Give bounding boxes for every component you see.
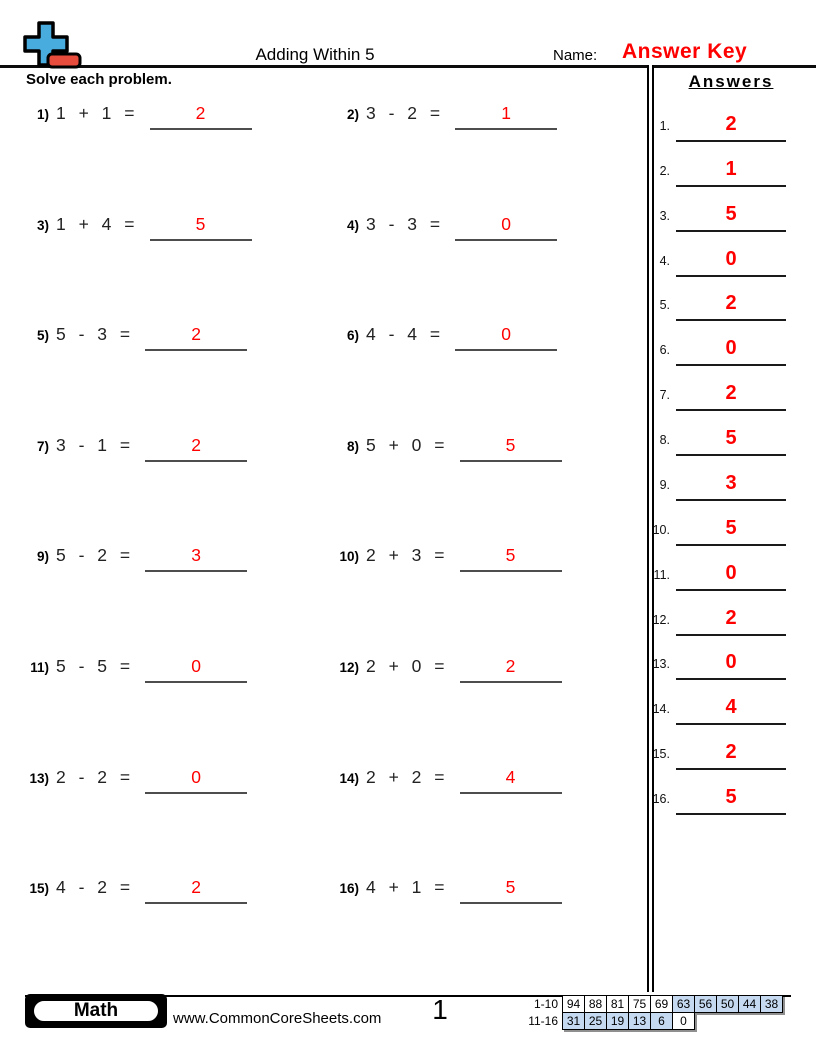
problem <box>336 324 557 351</box>
page-number: 1 <box>432 994 448 1025</box>
answer-item-number: 14. <box>652 702 670 717</box>
problem-number: 2) <box>346 107 359 122</box>
problem <box>26 767 247 794</box>
score-cell: 6 <box>650 1012 673 1030</box>
page-title: Adding Within 5 <box>255 45 375 64</box>
score-row-label: 11-16 <box>528 1014 558 1028</box>
problem-answer-blank: 5 <box>460 435 562 462</box>
problem-answer-blank: 4 <box>460 767 562 794</box>
problem <box>26 656 247 683</box>
problem-expression: 3 - 1 = <box>56 434 132 455</box>
problem <box>26 324 247 351</box>
score-table-row <box>520 995 783 1013</box>
problem <box>336 214 557 241</box>
problem-answer-blank: 0 <box>145 656 247 683</box>
problem <box>26 214 252 241</box>
answer-item-number: 11. <box>653 567 670 582</box>
score-cell: 50 <box>716 995 739 1013</box>
problem-number: 3) <box>36 217 49 233</box>
problem <box>26 103 252 130</box>
answer-item-number: 2. <box>659 163 670 178</box>
problem-answer-blank: 0 <box>455 324 557 351</box>
problem-answer-blank: 2 <box>145 877 247 904</box>
answer-item-number: 12. <box>652 612 670 627</box>
score-cell: 44 <box>738 995 761 1013</box>
answer-item-value: 3 <box>676 472 786 501</box>
problem-expression: 3 - 3 = <box>366 213 442 234</box>
answer-item-value: 2 <box>676 113 786 142</box>
score-cell: 88 <box>584 995 607 1013</box>
answer-list-item <box>650 607 786 636</box>
answer-list-item <box>650 427 786 456</box>
score-cell: 38 <box>760 995 783 1013</box>
problem-answer-blank: 0 <box>455 214 557 241</box>
problem <box>336 103 557 130</box>
problem <box>336 545 562 572</box>
answer-item-number: 9. <box>659 477 670 492</box>
score-cell: 25 <box>584 1012 607 1030</box>
score-table <box>520 995 783 1030</box>
problem-number: 15) <box>29 881 49 897</box>
instructions: Solve each problem. <box>26 71 172 88</box>
header-divider <box>0 65 816 68</box>
problem-number: 1) <box>36 107 49 122</box>
commoncoresheets-logo <box>20 18 116 72</box>
answer-item-number: 6. <box>659 343 670 358</box>
problem-number: 8) <box>346 438 359 454</box>
answer-item-value: 0 <box>676 337 786 366</box>
score-cells <box>562 1012 695 1030</box>
answer-list-item <box>650 472 786 501</box>
problem-expression: 5 - 5 = <box>56 656 132 676</box>
problem-expression: 5 - 3 = <box>56 324 132 345</box>
score-cells <box>562 995 783 1013</box>
problem-number: 14) <box>339 770 359 786</box>
score-cell: 75 <box>628 995 651 1013</box>
answer-item-number: 4. <box>659 253 670 268</box>
score-cell: 31 <box>562 1012 585 1030</box>
problem-expression: 5 - 2 = <box>56 545 132 566</box>
answer-item-value: 5 <box>676 427 786 456</box>
answer-list-item <box>650 517 786 546</box>
problem-expression: 2 - 2 = <box>56 766 132 787</box>
answer-item-number: 1. <box>659 119 670 133</box>
answer-list-item <box>650 203 786 232</box>
answer-item-number: 10. <box>652 522 670 537</box>
problem-number: 4) <box>346 217 359 233</box>
problem-expression: 4 - 2 = <box>56 877 132 898</box>
problem-number: 9) <box>36 549 49 565</box>
problem <box>336 656 562 683</box>
problem-number: 13) <box>29 770 49 786</box>
answer-list-item <box>650 292 786 321</box>
problem-number: 10) <box>339 549 359 565</box>
answer-item-value: 0 <box>676 651 786 680</box>
problem-answer-blank: 2 <box>460 656 562 683</box>
answer-key-label: Answer Key <box>622 40 748 63</box>
answer-item-value: 2 <box>676 292 786 321</box>
answer-list-item <box>650 651 786 680</box>
score-cell: 19 <box>606 1012 629 1030</box>
problem-expression: 2 + 3 = <box>366 545 446 566</box>
answer-list-item <box>650 786 786 815</box>
problem-number: 12) <box>339 660 359 675</box>
answer-item-value: 0 <box>676 248 786 277</box>
answer-item-number: 5. <box>659 298 670 313</box>
answer-item-value: 4 <box>676 696 786 725</box>
score-cell: 13 <box>628 1012 651 1030</box>
problem-answer-blank: 5 <box>150 214 252 241</box>
score-row-label: 1-10 <box>533 997 558 1011</box>
answer-list-item <box>650 158 786 187</box>
answer-item-value: 1 <box>676 158 786 187</box>
answer-item-value: 5 <box>676 203 786 232</box>
problem-answer-blank: 2 <box>145 324 247 351</box>
answer-item-value: 2 <box>676 607 786 636</box>
answer-item-value: 0 <box>676 562 786 591</box>
problem-answer-blank: 3 <box>145 545 247 572</box>
answer-list-item <box>650 382 786 411</box>
problem-expression: 1 + 1 = <box>56 103 136 123</box>
score-cell: 56 <box>694 995 717 1013</box>
problem <box>26 545 247 572</box>
problem-answer-blank: 5 <box>460 545 562 572</box>
problem <box>26 435 247 462</box>
answer-item-number: 15. <box>652 747 670 762</box>
problem-answer-blank: 0 <box>145 767 247 794</box>
problem-number: 16) <box>339 881 359 897</box>
answers-heading: Answers <box>688 72 774 91</box>
score-cell: 0 <box>672 1012 695 1030</box>
answer-item-number: 3. <box>659 208 670 223</box>
problem-answer-blank: 1 <box>455 103 557 130</box>
score-cell: 94 <box>562 995 585 1013</box>
score-cell: 69 <box>650 995 673 1013</box>
problem-expression: 1 + 4 = <box>56 213 136 234</box>
problem-answer-blank: 2 <box>150 103 252 130</box>
problem-expression: 2 + 2 = <box>366 766 446 787</box>
problem-expression: 5 + 0 = <box>366 434 446 455</box>
problem-answer-blank: 5 <box>460 877 562 904</box>
subject-badge: Math <box>31 998 161 1024</box>
answer-item-value: 5 <box>676 786 786 815</box>
answer-item-number: 16. <box>652 792 670 807</box>
answer-list-item <box>650 562 786 591</box>
problem-expression: 3 - 2 = <box>366 103 442 123</box>
answer-item-value: 2 <box>676 382 786 411</box>
score-table-row <box>520 1012 783 1030</box>
problem <box>336 877 562 904</box>
score-cell: 81 <box>606 995 629 1013</box>
answer-list-item <box>650 248 786 277</box>
answer-item-value: 2 <box>676 741 786 770</box>
website-link: www.CommonCoreSheets.com <box>173 1010 382 1027</box>
answer-list-item <box>650 113 786 142</box>
answer-list-item <box>650 741 786 770</box>
problem <box>336 435 562 462</box>
answer-item-number: 7. <box>659 388 670 403</box>
score-cell: 63 <box>672 995 695 1013</box>
answer-list-item <box>650 337 786 366</box>
name-label: Name: <box>553 47 598 64</box>
problem-number: 7) <box>36 438 49 454</box>
problem-number: 6) <box>346 328 359 344</box>
problem <box>336 767 562 794</box>
answer-item-value: 5 <box>676 517 786 546</box>
minus-icon <box>48 54 80 67</box>
answer-item-number: 8. <box>659 433 670 448</box>
problem-number: 11) <box>30 660 49 675</box>
problem-expression: 4 + 1 = <box>366 877 446 898</box>
problem-expression: 4 - 4 = <box>366 324 442 345</box>
answer-list-item <box>650 696 786 725</box>
problem-number: 5) <box>36 328 49 344</box>
problem <box>26 877 247 904</box>
problem-expression: 2 + 0 = <box>366 656 446 676</box>
problem-answer-blank: 2 <box>145 435 247 462</box>
answer-item-number: 13. <box>652 657 670 672</box>
